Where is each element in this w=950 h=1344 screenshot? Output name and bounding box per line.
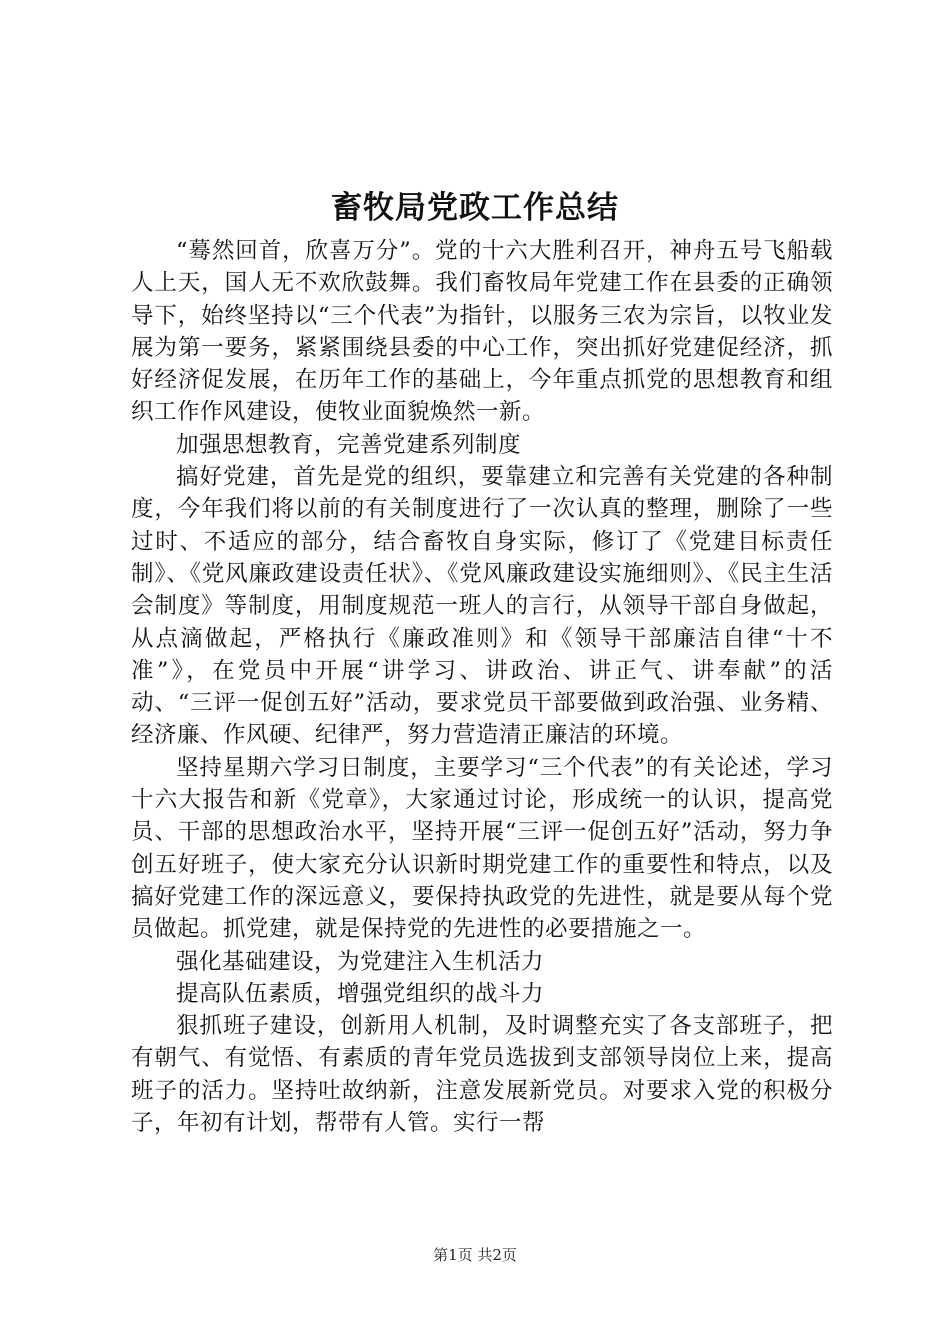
section-heading-team-quality: 提高队伍素质，增强党组织的战斗力 (176, 980, 545, 1007)
document-title: 畜牧局党政工作总结 (331, 190, 619, 226)
page-footer: 第1页 共2页 (433, 1246, 517, 1264)
paragraph-intro: “蓦然回首，欣喜万分”。党的十六大胜利召开，神舟五号飞船载人上天，国人无不欢欣鼓舞。我们畜牧局年党建工作在县委的正确领导下，始终坚持以“三个代表”为指针，以服务三农为宗旨，以牧业发展为第一要务，紧紧围绕县委的中心工作，突出抓好党建促经济，抓好经济促发展，在历年工作的基础上，今年重点抓党的思想教育和组织工作作风建设，使牧业面貌焕然一新。 (131, 238, 833, 426)
paragraph-study: 坚持星期六学习日制度，主要学习“三个代表”的有关论述，学习十六大报告和新《党章》，大家通过讨论，形成统一的认识，提高党员、干部的思想政治水平，坚持开展“三评一促创五好”活动，努力争创五好班子，使大家充分认识新时期党建工作的重要性和特点，以及搞好党建工作的深远意义，要保持执政党的先进性，就是要从每个党员做起。抓党建，就是保持党的先进性的必要措施之一。 (131, 754, 833, 943)
paragraph-systems: 搞好党建，首先是党的组织，要靠建立和完善有关党建的各种制度，今年我们将以前的有关制度进行了一次认真的整理，删除了一些过时、不适应的部分，结合畜牧自身实际，修订了《党建目标责任制》、《党风廉政建设责任状》、《党风廉政建设实施细则》、《民主生活会制度》等制度，用制度规范一班人的言行，从领导干部自身做起，从点滴做起，严格执行《廉政准则》和《领导干部廉洁自律“十不准”》，在党员中开展“讲学习、讲政治、讲正气、讲奉献”的活动、“三评一促创五好”活动，要求党员干部要做到政治强、业务精、经济廉、作风硬、纪律严，努力营造清正廉洁的环境。 (131, 464, 833, 749)
section-heading-foundation: 强化基础建设，为党建注入生机活力 (176, 948, 545, 975)
paragraph-team-building: 狠抓班子建设，创新用人机制，及时调整充实了各支部班子，把有朝气、有觉悟、有素质的青年党员选拔到支部领导岗位上来，提高班子的活力。坚持吐故纳新，注意发展新党员。对要求入党的积极分子，年初有计划，帮带有人管。实行一帮 (131, 1013, 833, 1137)
document-body (131, 235, 833, 1139)
section-heading-ideology: 加强思想教育，完善党建系列制度 (176, 431, 522, 458)
